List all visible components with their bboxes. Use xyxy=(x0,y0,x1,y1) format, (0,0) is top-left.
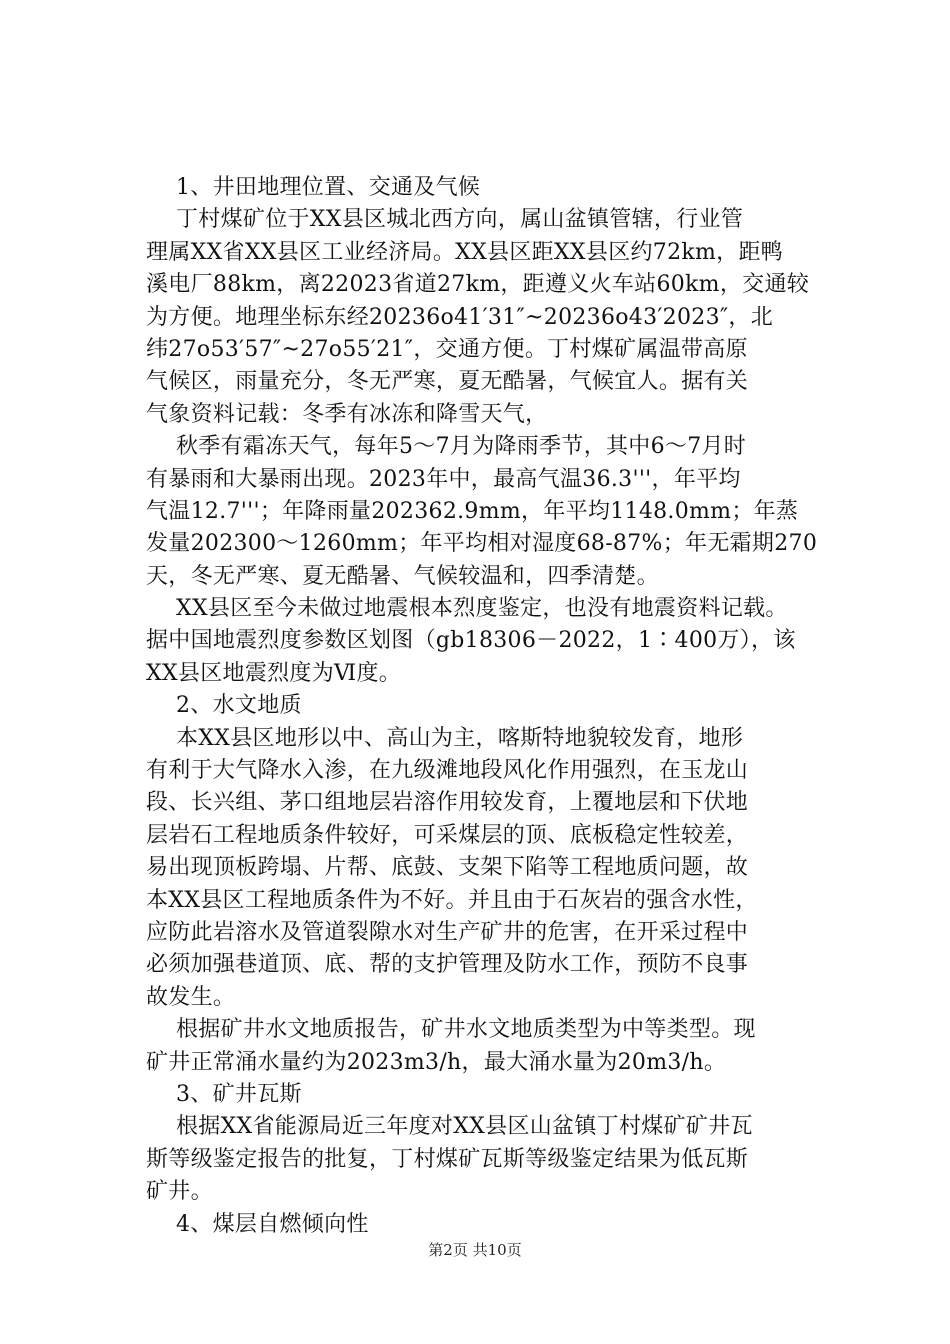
paragraph-line: 据中国地震烈度参数区划图（gb18306－2022，1∶400万），该 xyxy=(146,628,796,654)
paragraph-line: 必须加强巷道顶、底、帮的支护管理及防水工作，预防不良事 xyxy=(146,952,749,978)
paragraph-line: 本XX县区地形以中、高山为主，喀斯特地貌较发育，地形 xyxy=(176,725,744,751)
paragraph-line: 气候区，雨量充分，冬无严寒，夏无酷暑，气候宜人。据有关 xyxy=(146,369,749,395)
paragraph-line: 本XX县区工程地质条件为不好。并且由于石灰岩的强含水性， xyxy=(146,887,758,913)
paragraph-line: 气温12.7'''；年降雨量202362.9mm，年平均1148.0mm；年蒸 xyxy=(146,498,799,524)
paragraph-line: 层岩石工程地质条件较好，可采煤层的顶、底板稳定性较差， xyxy=(146,822,749,848)
section-heading-location: 1、井田地理位置、交通及气候 xyxy=(176,175,481,200)
paragraph-line: 斯等级鉴定报告的批复，丁村煤矿瓦斯等级鉴定结果为低瓦斯 xyxy=(146,1146,749,1172)
paragraph-line: 理属XX省XX县区工业经济局。XX县区距XX县区约72km，距鸭 xyxy=(146,239,784,265)
paragraph-line: 丁村煤矿位于XX县区城北西方向，属山盆镇管辖，行业管 xyxy=(176,207,744,233)
section-heading-gas: 3、矿井瓦斯 xyxy=(176,1081,302,1107)
paragraph-line: 故发生。 xyxy=(146,984,236,1010)
section-heading-spontaneous-combustion: 4、煤层自燃倾向性 xyxy=(176,1211,369,1237)
paragraph-line: 纬27o53′57″~27o55′21″，交通方便。丁村煤矿属温带高原 xyxy=(146,336,748,362)
paragraph-line: 为方便。地理坐标东经20236o41′31″~20236o43′2023″，北 xyxy=(146,304,773,330)
paragraph-line: 气象资料记载：冬季有冰冻和降雪天气， xyxy=(146,401,548,427)
paragraph-line: 易出现顶板跨塌、片帮、底鼓、支架下陷等工程地质问题，故 xyxy=(146,855,749,881)
paragraph-line: 溪电厂88km，离22023省道27km，距遵义火车站60km，交通较 xyxy=(146,272,810,298)
paragraph-line: 有暴雨和大暴雨出现。2023年中，最高气温36.3'''，年平均 xyxy=(146,466,741,492)
paragraph-line: 发量202300～1260mm；年平均相对湿度68-87%；年无霜期270 xyxy=(146,531,818,557)
paragraph-line: 根据XX省能源局近三年度对XX县区山盆镇丁村煤矿矿井瓦 xyxy=(176,1114,753,1140)
paragraph-line: XX县区地震烈度为Ⅵ度。 xyxy=(146,660,402,686)
paragraph-line: 有利于大气降水入渗，在九级滩地段风化作用强烈，在玉龙山 xyxy=(146,758,749,784)
paragraph-line: 根据矿井水文地质报告，矿井水文地质类型为中等类型。现 xyxy=(176,1017,756,1043)
paragraph-line: 天，冬无严寒、夏无酷暑、气候较温和，四季清楚。 xyxy=(146,563,659,589)
section-heading-hydrogeology: 2、水文地质 xyxy=(176,693,302,719)
paragraph-line: 矿井正常涌水量约为2023m3/h，最大涌水量为20m3/h。 xyxy=(146,1049,727,1075)
document-body xyxy=(146,172,836,1241)
paragraph-line: 秋季有霜冻天气，每年5～7月为降雨季节，其中6～7月时 xyxy=(176,434,747,460)
page-number-label: 第2页 共10页 xyxy=(428,1241,522,1259)
paragraph-line: XX县区至今未做过地震根本烈度鉴定，也没有地震资料记载。 xyxy=(176,596,788,622)
paragraph-line: 矿井。 xyxy=(146,1179,213,1205)
paragraph-line: 段、长兴组、茅口组地层岩溶作用较发育，上覆地层和下伏地 xyxy=(146,790,749,816)
paragraph-line: 应防此岩溶水及管道裂隙水对生产矿井的危害，在开采过程中 xyxy=(146,919,749,945)
page-footer xyxy=(0,1240,950,1260)
